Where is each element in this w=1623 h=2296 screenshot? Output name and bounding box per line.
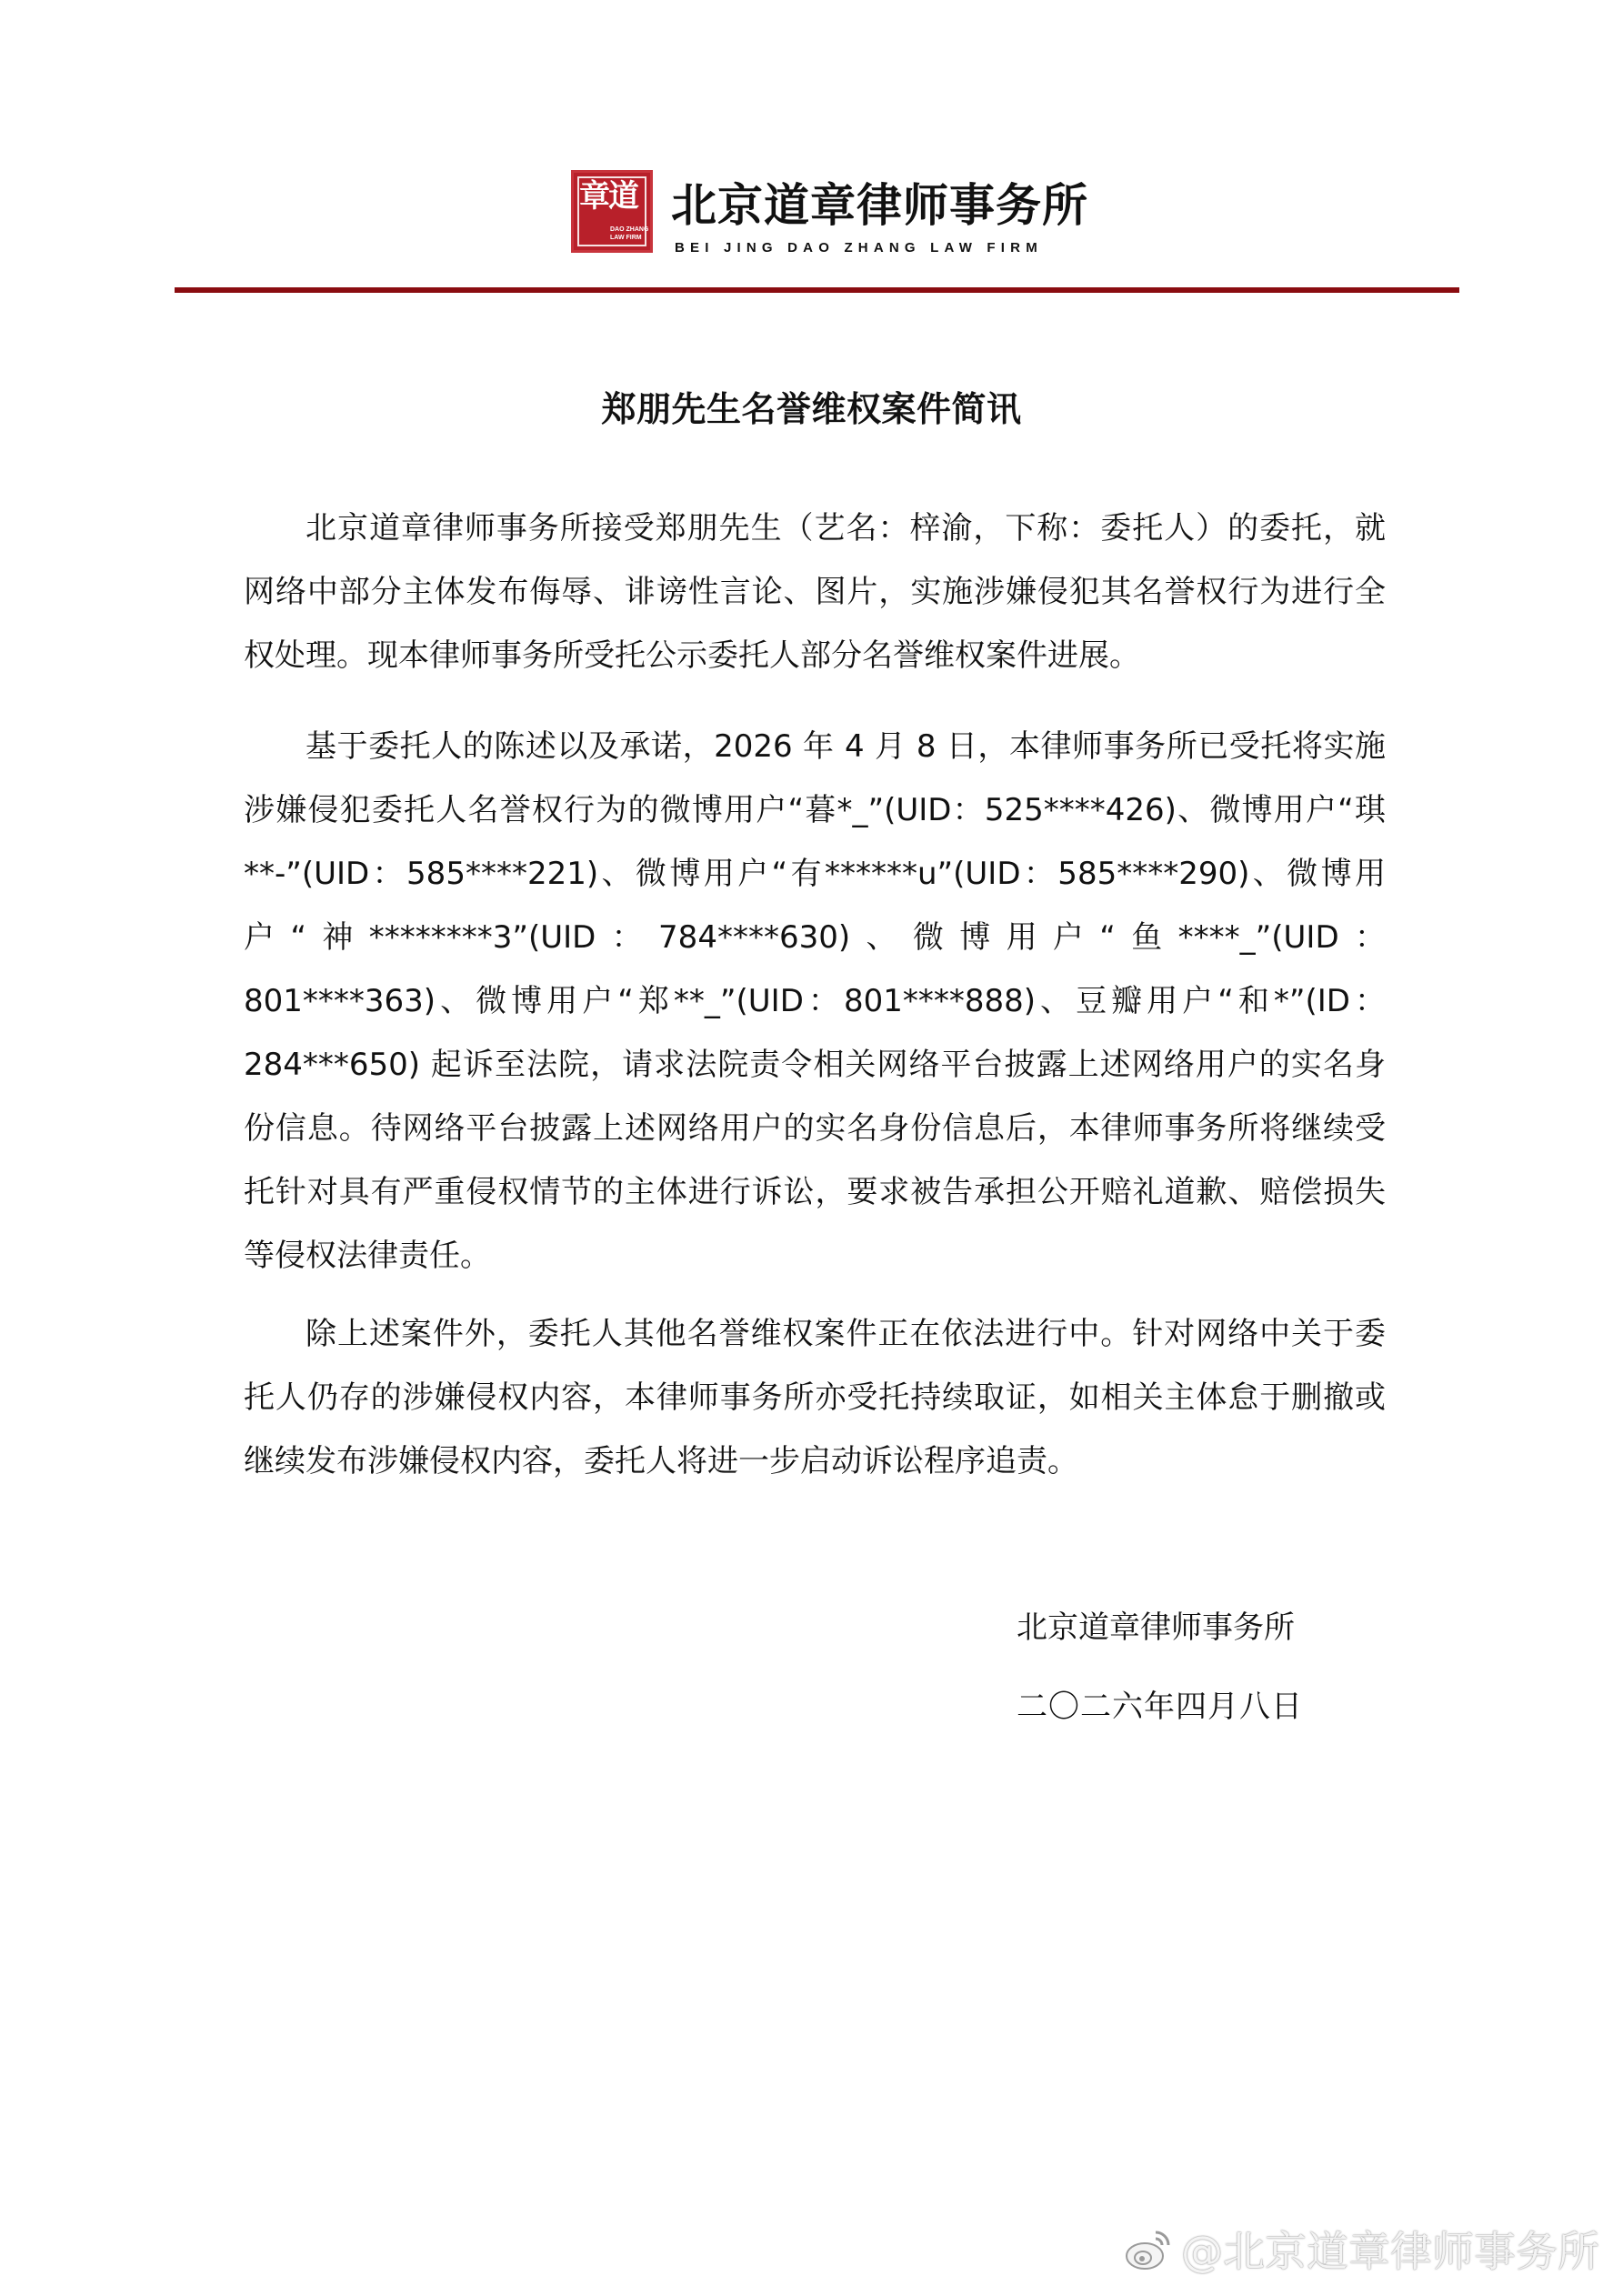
paragraph-2 [244, 715, 1386, 1288]
seal-subtitle-line1: DAO ZHANG [610, 226, 649, 233]
letterhead [0, 0, 1623, 300]
paragraph-text: 基于委托人的陈述以及承诺，2026 年 4 月 8 日，本律师事务所已受托将实施涉嫌侵犯委托人名誉权行为的微博用户“暮*_”(UID：525****426)、微博用户“琪**-”(UID：585****221)、微博用户“有******u”(UID：585****290)、微博用户“神********3”(UID：784****630)、微博用户“鱼****_”(UID：801****363)、微博用户“郑**_”(UID：801****888)、豆瓣用户“和*”(ID：284***650) 起诉至法院，请求法院责令相关网络平台披露上述网络用户的实名身份信息。待网络平台披露上述网络用户的实名身份信息后，本律师事务所将继续受托针对具有严重侵权情节的主体进行诉讼，要求被告承担公开赔礼道歉、赔偿损失等侵权法律责任。 [244, 728, 1386, 1274]
document-title: 郑朋先生名誉维权案件简讯 [601, 389, 1022, 429]
signature-date: 二〇二六年四月八日 [1017, 1689, 1303, 1725]
signature-firm: 北京道章律师事务所 [1017, 1609, 1295, 1646]
firm-name-english: BEI JING DAO ZHANG LAW FIRM [675, 240, 1043, 256]
letterhead-divider [175, 287, 1459, 293]
paragraph-3 [244, 1302, 1386, 1493]
paragraph-1 [244, 496, 1386, 687]
watermark-text: @北京道章律师事务所 [1181, 2227, 1599, 2276]
seal-subtitle-line2: LAW FIRM [610, 235, 642, 241]
firm-name-calligraphy: 北京道章律师事务所 [671, 178, 1088, 232]
weibo-watermark [1123, 2217, 1599, 2281]
paragraph-text: 除上述案件外，委托人其他名誉维权案件正在依法进行中。针对网络中关于委托人仍存的涉嫌侵权内容，本律师事务所亦受托持续取证，如相关主体怠于删撤或继续发布涉嫌侵权内容，委托人将进一步启动诉讼程序追责。 [244, 1316, 1386, 1479]
firm-seal-logo [571, 170, 653, 253]
seal-subtitle [610, 226, 648, 242]
weibo-icon [1123, 2223, 1174, 2274]
paragraph-text: 北京道章律师事务所接受郑朋先生（艺名：梓渝，下称：委托人）的委托，就网络中部分主体发布侮辱、诽谤性言论、图片，实施涉嫌侵犯其名誉权行为进行全权处理。现本律师事务所受托公示委托人部分名誉维权案件进展。 [244, 510, 1386, 674]
seal-characters: 章道 [579, 178, 637, 215]
